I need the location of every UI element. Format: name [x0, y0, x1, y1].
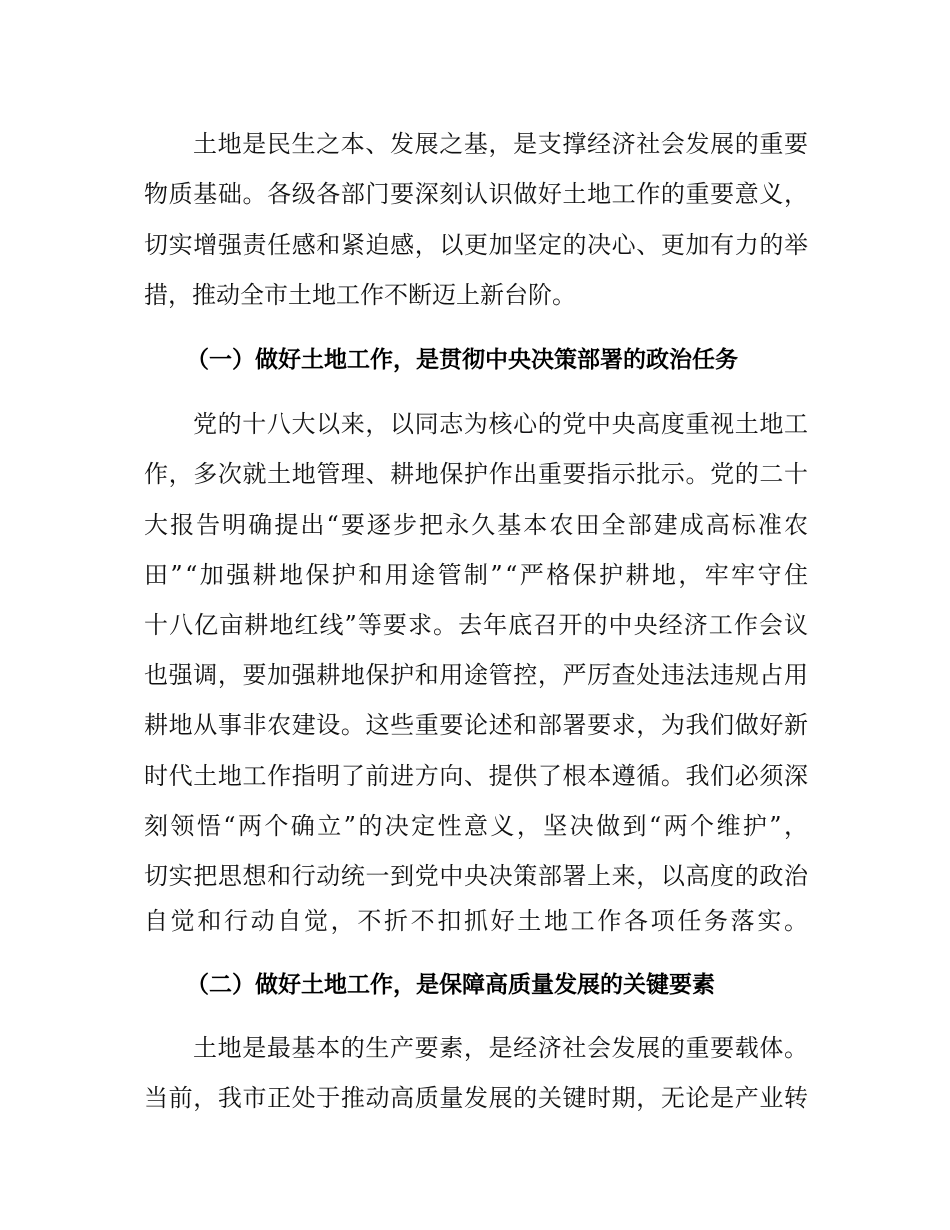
paragraph-2-line-6: [0, 655, 950, 695]
paragraph-2-line-7: [0, 705, 950, 745]
text-line: 土地是最基本的生产要素，是经济社会发展的重要载体。: [193, 1034, 809, 1062]
text-line: 党的十八大以来，以同志为核心的党中央高度重视土地工: [193, 410, 809, 438]
paragraph-1-line-2: [0, 174, 950, 214]
text-line: 耕地从事非农建设。这些重要论述和部署要求，为我们做好新: [144, 711, 809, 739]
paragraph-2-line-11: [0, 901, 950, 941]
text-line: 土地是民生之本、发展之基，是支撑经济社会发展的重要: [193, 130, 809, 158]
heading-text: （二）做好土地工作，是保障高质量发展的关键要素: [186, 972, 715, 998]
heading-text: （一）做好土地工作，是贯彻中央决策部署的政治任务: [186, 347, 738, 373]
text-line: 切实增强责任感和紧迫感，以更加坚定的决心、更加有力的举: [144, 231, 809, 259]
paragraph-2-line-2: [0, 454, 950, 494]
paragraph-2-line-9: [0, 806, 950, 846]
text-line: 大报告明确提出“要逐步把永久基本农田全部建成高标准农: [144, 511, 811, 539]
text-line: 当前，我市正处于推动高质量发展的关键时期，无论是产业转: [144, 1084, 809, 1112]
paragraph-1-line-1: [0, 124, 950, 164]
section-heading-1: [0, 340, 950, 380]
text-line: 也强调，要加强耕地保护和用途管控，严厉查处违法违规占用: [144, 661, 809, 689]
text-line: 物质基础。各级各部门要深刻认识做好土地工作的重要意义，: [144, 180, 809, 208]
text-line: 切实把思想和行动统一到党中央决策部署上来，以高度的政治: [144, 862, 809, 890]
text-line: 刻领悟“两个确立”的决定性意义，坚决做到“两个维护”，: [144, 812, 811, 840]
paragraph-2-line-4: [0, 555, 950, 595]
text-line: 措，推动全市土地工作不断迈上新台阶。: [144, 281, 576, 309]
paragraph-2-line-8: [0, 756, 950, 796]
paragraph-1-line-3: [0, 225, 950, 265]
paragraph-3-line-2: [0, 1078, 950, 1118]
paragraph-2-line-5: [0, 605, 950, 645]
paragraph-1-line-4: [0, 275, 950, 315]
paragraph-2-line-3: [0, 505, 950, 545]
text-line: 田”“加强耕地保护和用途管制”“严格保护耕地，牢牢守住: [144, 561, 811, 589]
paragraph-2-line-1: [0, 404, 950, 444]
text-line: 时代土地工作指明了前进方向、提供了根本遵循。我们必须深: [144, 762, 809, 790]
text-line: 十八亿亩耕地红线”等要求。去年底召开的中央经济工作会议: [144, 611, 810, 639]
text-line: 自觉和行动自觉，不折不扣抓好土地工作各项任务落实。: [144, 907, 811, 935]
section-heading-2: [0, 965, 950, 1005]
paragraph-2-line-10: [0, 856, 950, 896]
text-line: 作，多次就土地管理、耕地保护作出重要指示批示。党的二十: [144, 460, 809, 488]
paragraph-3-line-1: [0, 1028, 950, 1068]
